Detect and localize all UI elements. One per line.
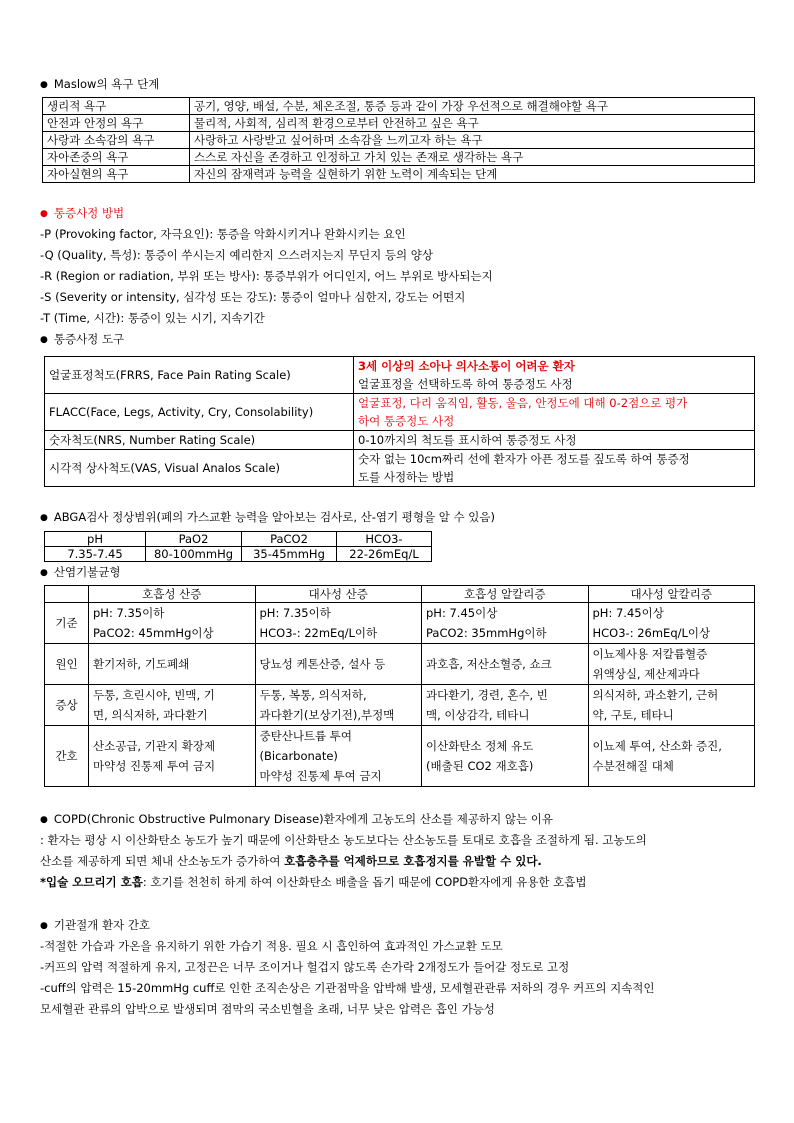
cell-line: 마약성 진통제 투여 금지: [259, 769, 382, 783]
column-header: 대사성 산증: [255, 586, 422, 603]
maslow-desc: 스스로 자신을 존경하고 인정하고 가치 있는 존재로 생각하는 욕구: [190, 149, 755, 166]
pain-tools-table: [44, 356, 755, 487]
table-row: [43, 149, 755, 166]
trach-item: -cuff의 압력은 15-20mmHg cuff로 인한 조직손상은 기관점막을 압박해 발생, 모세혈관관류 저하의 경우 커프의 지속적인: [40, 981, 655, 995]
cell-line: 두통, 흐린시야, 빈맥, 기: [93, 688, 215, 702]
table-cell: [588, 603, 755, 644]
table-row: [45, 726, 755, 787]
table-cell: [588, 685, 755, 726]
table-cell: [422, 603, 589, 644]
table-cell: [422, 644, 589, 685]
table-cell: [89, 644, 256, 685]
abga-value: 7.35-7.45: [45, 547, 146, 562]
cell-line: pH: 7.35이하: [93, 606, 165, 620]
table-header-row: [45, 532, 432, 547]
table-row: [43, 132, 755, 149]
cell-line: 위액상실, 제산제과다: [592, 667, 700, 681]
abga-value: 80-100mmHg: [146, 547, 242, 562]
cell-line: 환기저하, 기도폐쇄: [93, 657, 190, 671]
maslow-level: 자아존중의 욕구: [43, 149, 190, 166]
table-row: [45, 394, 755, 431]
maslow-level: 사랑과 소속감의 욕구: [43, 132, 190, 149]
copd-paragraph-line: : 환자는 평상 시 이산화탄소 농도가 높기 때문에 이산화탄소 농도보다는 산소농도를 토대로 호흡을 조절하게 됨. 고농도의: [40, 833, 647, 847]
bullet-icon: ●: [40, 335, 48, 345]
table-cell: [255, 685, 422, 726]
cell-line: 맥, 이상감각, 테타니: [426, 708, 530, 722]
bullet-icon: ●: [40, 568, 48, 578]
bullet-icon: ●: [40, 209, 48, 219]
maslow-desc: 자신의 잠재력과 능력을 실현하기 위한 노력이 계속되는 단계: [190, 166, 755, 183]
trach-heading: 기관절개 환자 간호: [53, 918, 151, 932]
maslow-heading: Maslow의 욕구 단계: [53, 77, 160, 91]
row-header: 기준: [45, 603, 89, 644]
bullet-icon: ●: [40, 80, 48, 90]
bullet-icon: ●: [40, 921, 48, 931]
table-row: [45, 357, 755, 394]
cell-line: 약, 구토, 테타니: [592, 708, 674, 722]
cell-line: 마약성 진통제 투여 금지: [93, 759, 216, 773]
cell-line: HCO3-: 22mEq/L이하: [259, 626, 378, 640]
pain-method-heading: 통증사정 방법: [53, 206, 125, 220]
maslow-desc: 물리적, 사회적, 심리적 환경으로부터 안전하고 싶은 욕구: [190, 115, 755, 132]
copd-emphasis: 호흡충추를 억제하므로 호흡정지를 유발할 수 있다.: [284, 854, 542, 868]
acid-base-heading-line: [40, 562, 755, 583]
tool-desc-line: 도를 사정하는 방법: [358, 470, 455, 484]
cell-line: 과호흡, 저산소혈증, 쇼크: [426, 657, 552, 671]
maslow-desc: 사랑하고 사랑받고 싶어하며 소속감을 느끼고자 하는 욕구: [190, 132, 755, 149]
cell-line: 과다환기, 경련, 혼수, 빈: [426, 688, 548, 702]
table-row: [45, 547, 432, 562]
pain-tools-heading: 통증사정 도구: [53, 332, 125, 346]
pain-method-item: -Q (Quality, 특성): 통증이 쑤시는지 예리한지 으스러지는지 무딘지 등의 양상: [40, 248, 433, 262]
pain-method-item: -S (Severity or intensity, 심각성 또는 강도): 통증이 얼마나 심한지, 강도는 어떤지: [40, 290, 466, 304]
cell-line: pH: 7.35이하: [259, 606, 331, 620]
tool-name: 얼굴표정척도(FRRS, Face Pain Rating Scale): [45, 357, 354, 394]
tool-desc-line: 0-10까지의 척도를 표시하여 통증정도 사정: [358, 433, 577, 447]
table-cell: [588, 644, 755, 685]
abga-heading-line: [40, 507, 755, 528]
cell-line: 과다환기(보상기전),부정맥: [259, 708, 395, 722]
table-cell: [588, 726, 755, 787]
table-row: [43, 98, 755, 115]
tool-desc: [354, 357, 755, 394]
copd-tip-text: : 호기를 천천히 하게 하여 이산화탄소 배출을 돕기 때문에 COPD환자에게 유용한 호흡법: [142, 875, 587, 889]
abga-heading: ABGA검사 정상범위(폐의 가스교환 능력을 알아보는 검사로, 산-염기 평형을 알 수 있음): [53, 510, 496, 524]
tool-name: 숫자척도(NRS, Number Rating Scale): [45, 431, 354, 450]
acid-base-heading: 산염기불균형: [53, 565, 121, 579]
cell-line: pH: 7.45이상: [592, 606, 664, 620]
cell-line: 중탄산나트륨 투여: [259, 729, 353, 743]
cell-line: 이산화탄소 정체 유도: [426, 739, 534, 753]
bullet-icon: ●: [40, 815, 48, 825]
table-row: [43, 166, 755, 183]
tool-desc: [354, 431, 755, 450]
cell-line: 면, 의식저하, 과다환기: [93, 708, 208, 722]
copd-tip-title: *입술 오므리기 호흡: [40, 875, 143, 889]
abga-header: PaCO2: [242, 532, 337, 547]
bullet-icon: ●: [40, 513, 48, 523]
pain-method-item: -T (Time, 시간): 통증이 있는 시기, 지속기간: [40, 311, 265, 325]
pain-method-item: -P (Provoking factor, 자극요인): 통증을 악화시키거나 완화시키는 요인: [40, 227, 406, 241]
maslow-table: [42, 97, 755, 183]
abga-value: 22-26mEq/L: [337, 547, 432, 562]
cell-line: 이뇨제 투여, 산소화 증진,: [592, 739, 722, 753]
abga-table: [44, 531, 432, 562]
cell-line: pH: 7.45이상: [426, 606, 498, 620]
trach-item: 모세혈관 관류의 압박으로 발생되며 점막의 국소빈혈을 초래, 너무 낮은 압력은 흡인 가능성: [40, 1002, 495, 1016]
trach-item: -적절한 가습과 가온을 유지하기 위한 가습기 적용. 필요 시 흡인하여 효과적인 가스교환 도모: [40, 939, 503, 953]
column-header: 호흡성 산증: [89, 586, 256, 603]
table-cell: [89, 726, 256, 787]
table-row: [45, 603, 755, 644]
table-cell: [422, 685, 589, 726]
cell-line: (Bicarbonate): [259, 749, 338, 763]
cell-line: 산소공급, 기관지 확장제: [93, 739, 216, 753]
table-cell: [89, 603, 256, 644]
pain-method-item: -R (Region or radiation, 부위 또는 방사): 통증부위가 어디인지, 어느 부위로 방사되는지: [40, 269, 493, 283]
table-cell: [255, 603, 422, 644]
abga-header: HCO3-: [337, 532, 432, 547]
maslow-level: 생리적 욕구: [43, 98, 190, 115]
copd-tip-line: [40, 872, 755, 893]
tool-desc-line: 하여 통증정도 사정: [358, 414, 455, 428]
copd-paragraph-line: [40, 851, 755, 872]
cell-line: 두통, 복통, 의식저하,: [259, 688, 367, 702]
tool-desc-line: 얼굴표정, 다리 움직임, 활동, 울음, 안정도에 대해 0-2점으로 평가: [358, 396, 688, 410]
cell-line: PaCO2: 35mmHg이하: [426, 626, 547, 640]
maslow-level: 안전과 안정의 욕구: [43, 115, 190, 132]
copd-text: 산소를 제공하게 되면 체내 산소농도가 증가하여: [40, 854, 285, 868]
row-header: 증상: [45, 685, 89, 726]
maslow-heading-line: [40, 74, 755, 95]
row-header: 원인: [45, 644, 89, 685]
cell-line: 의식저하, 과소환기, 근허: [592, 688, 719, 702]
column-header: 대사성 알칼리증: [588, 586, 755, 603]
abga-header: PaO2: [146, 532, 242, 547]
table-row: [45, 450, 755, 487]
pain-method-heading-line: [40, 203, 755, 224]
cell-line: PaCO2: 45mmHg이상: [93, 626, 214, 640]
pain-tools-heading-line: [40, 329, 755, 350]
table-row: [43, 115, 755, 132]
column-header: 호흡성 알칼리증: [422, 586, 589, 603]
cell-line: 당뇨성 케톤산증, 설사 등: [259, 657, 386, 671]
tool-desc-line: 얼굴표정을 선택하도록 하여 통증정도 사정: [358, 377, 573, 391]
copd-heading: COPD(Chronic Obstructive Pulmonary Disease)환자에게 고농도의 산소를 제공하지 않는 이유: [53, 812, 553, 826]
tool-name: 시각적 상사척도(VAS, Visual Analos Scale): [45, 450, 354, 487]
trach-heading-line: [40, 915, 755, 936]
acid-base-table: [44, 585, 755, 787]
table-cell: [255, 726, 422, 787]
maslow-desc: 공기, 영양, 배설, 수분, 체온조절, 통증 등과 같이 가장 우선적으로 해결해야할 욕구: [190, 98, 755, 115]
corner-cell: [45, 586, 89, 603]
table-cell: [89, 685, 256, 726]
table-cell: [422, 726, 589, 787]
trach-item: -커프의 압력 적절하게 유지, 고정끈은 너무 조이거나 헐겁지 않도록 손가락 2개정도가 들어갈 정도로 고정: [40, 960, 570, 974]
tool-desc-line: 숫자 없는 10cm짜리 선에 환자가 아픈 정도를 짚도록 하여 통증정: [358, 452, 690, 466]
cell-line: (배출된 CO2 재호흡): [426, 759, 534, 773]
table-cell: [255, 644, 422, 685]
document-page: [40, 74, 755, 1020]
tool-desc: [354, 450, 755, 487]
table-row: [45, 644, 755, 685]
maslow-level: 자아실현의 욕구: [43, 166, 190, 183]
table-row: [45, 685, 755, 726]
copd-heading-line: [40, 809, 755, 830]
cell-line: HCO3-: 26mEq/L이상: [592, 626, 711, 640]
tool-desc-line: 3세 이상의 소아나 의사소통이 어려운 환자: [358, 359, 575, 373]
row-header: 간호: [45, 726, 89, 787]
tool-desc: [354, 394, 755, 431]
abga-value: 35-45mmHg: [242, 547, 337, 562]
cell-line: 이뇨제사용 저칼륨혈증: [592, 647, 708, 661]
table-header-row: [45, 586, 755, 603]
cell-line: 수분전해질 대체: [592, 759, 674, 773]
tool-name: FLACC(Face, Legs, Activity, Cry, Consolability): [45, 394, 354, 431]
abga-header: pH: [45, 532, 146, 547]
table-row: [45, 431, 755, 450]
